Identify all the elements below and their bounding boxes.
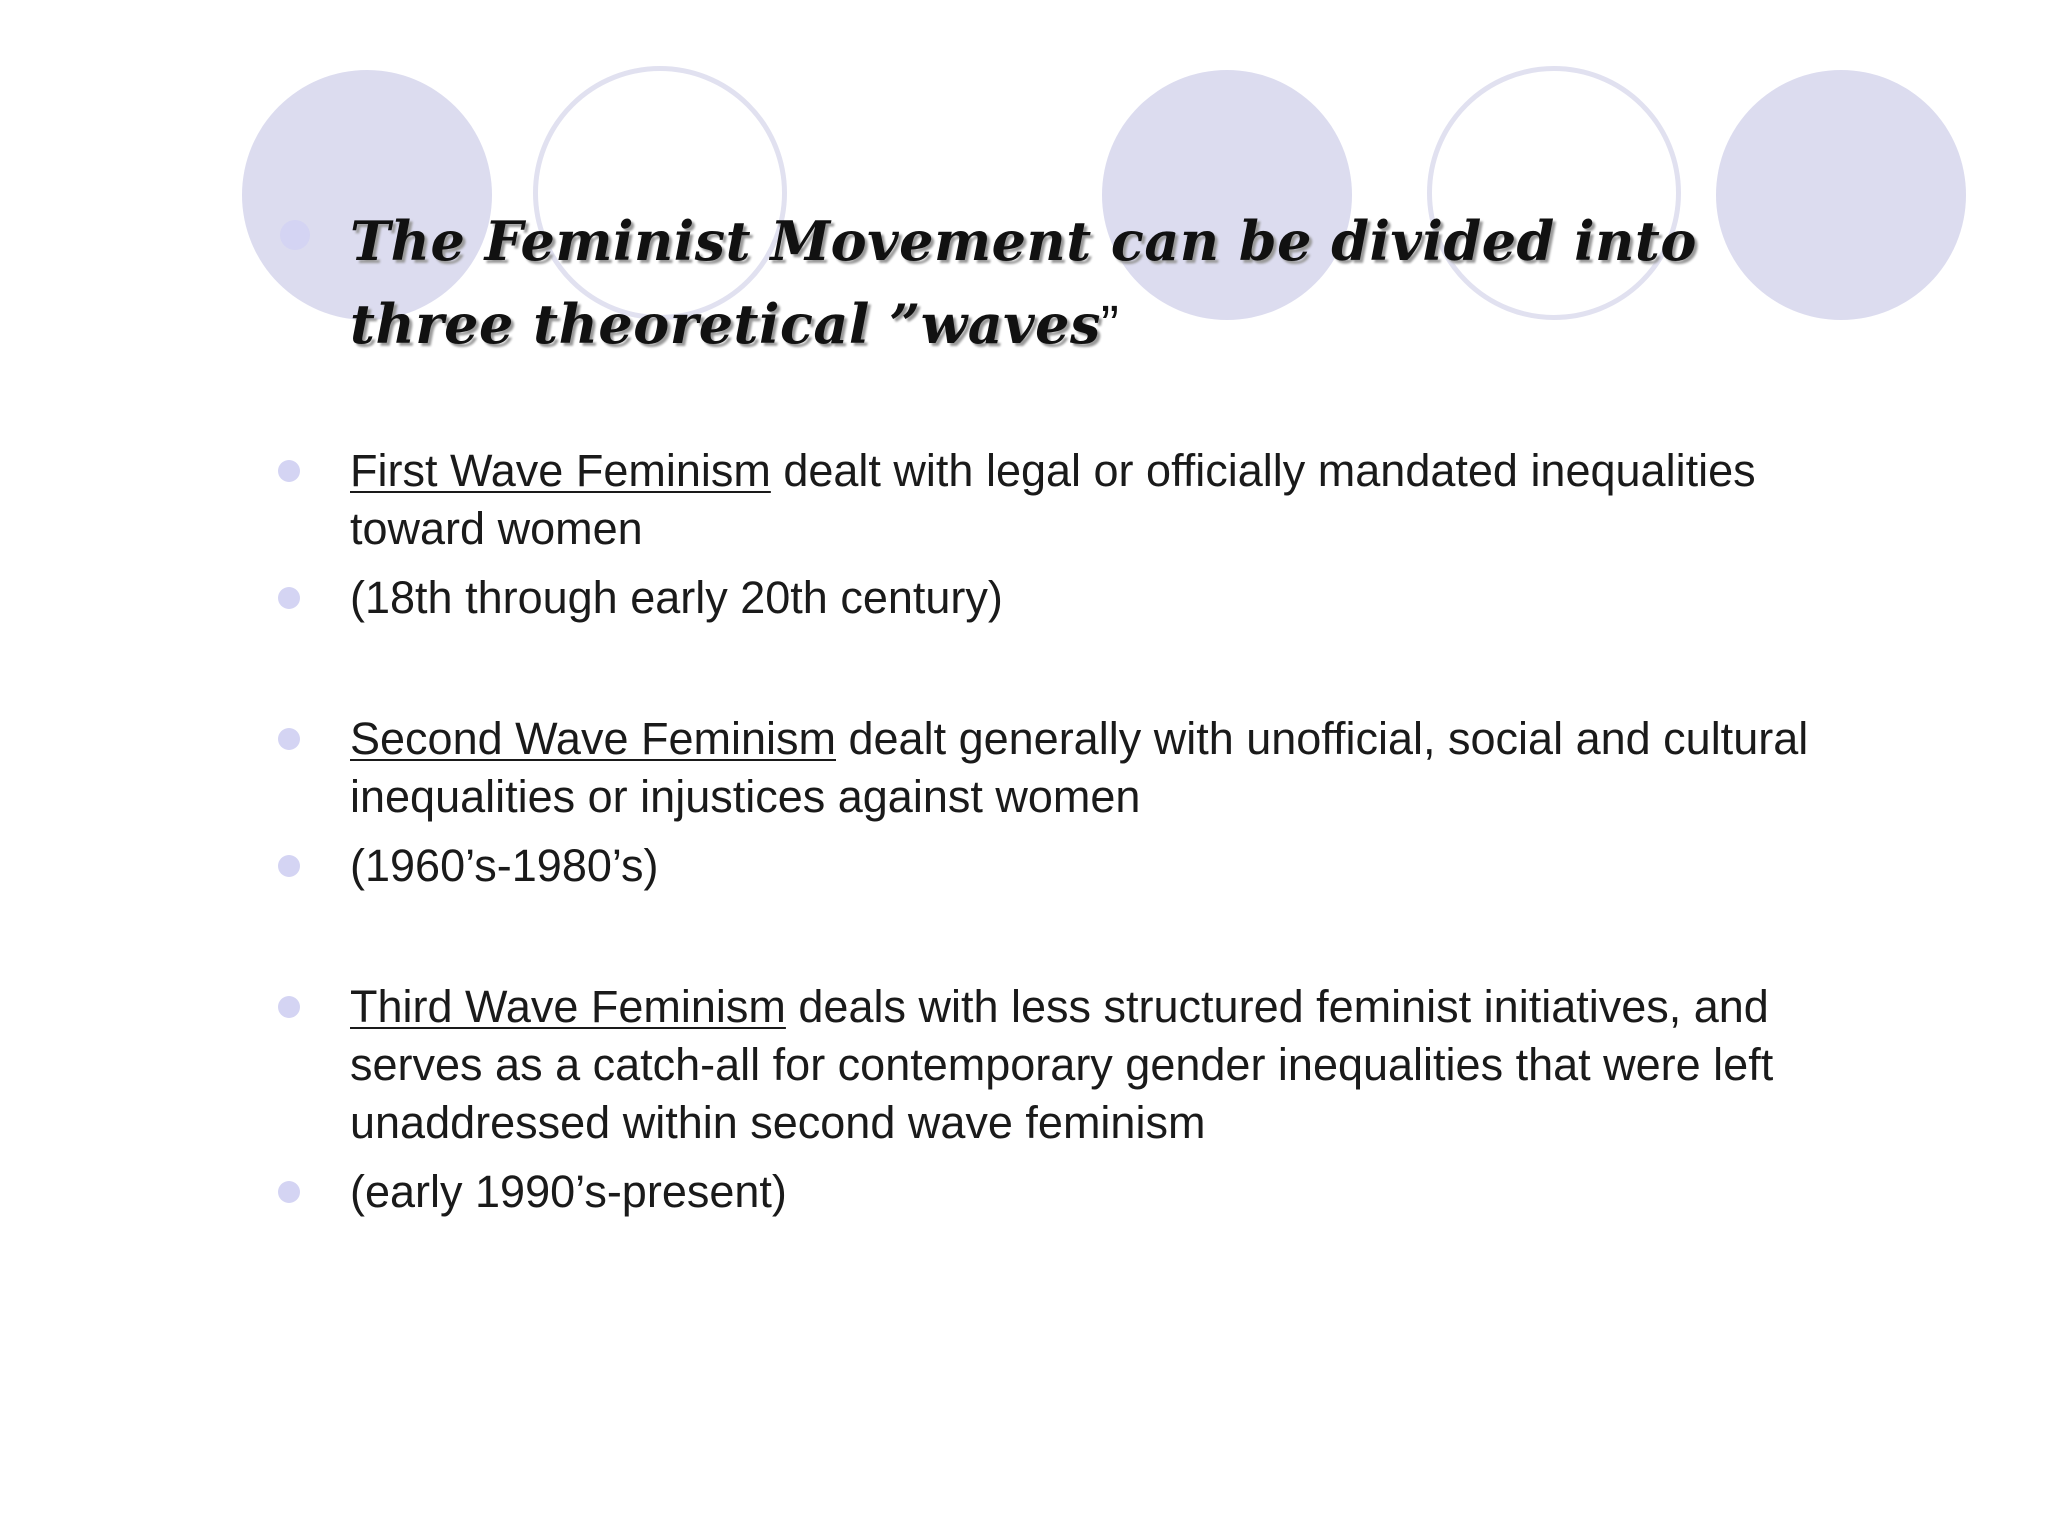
wave-period: (18th through early 20th century) [350,572,1003,623]
list-item-second-wave [276,710,1836,826]
bullet-icon [278,587,300,609]
title-text: The Feminist Movement can be divided into three theoretical ”waves [350,209,1697,356]
slide-title [276,200,1796,367]
bullet-icon [278,855,300,877]
bullet-icon [278,460,300,482]
wave-term: Third Wave Feminism [350,981,786,1032]
wave-description: dealt with legal or officially mandated inequalities toward women [350,445,1756,554]
wave-term: First Wave Feminism [350,445,771,496]
bullet-icon [280,220,310,250]
wave-description: deals with less structured feminist initiatives, and serves as a catch-all for contemporary gender inequalities that were left unaddressed within second wave feminism [350,981,1774,1148]
list-item-period [276,1163,1836,1221]
bullet-icon [278,996,300,1018]
title-close-quote: ” [1100,295,1120,355]
bullet-icon [278,728,300,750]
wave-period: (1960’s-1980’s) [350,840,659,891]
list-item-period [276,569,1836,627]
wave-description: dealt generally with unofficial, social and cultural inequalities or injustices against women [350,713,1809,822]
list-item-third-wave [276,978,1836,1152]
bullet-list [276,442,1836,1221]
list-item-first-wave [276,442,1836,558]
wave-term: Second Wave Feminism [350,713,836,764]
list-item-period [276,837,1836,895]
bullet-icon [278,1181,300,1203]
wave-period: (early 1990’s-present) [350,1166,787,1217]
